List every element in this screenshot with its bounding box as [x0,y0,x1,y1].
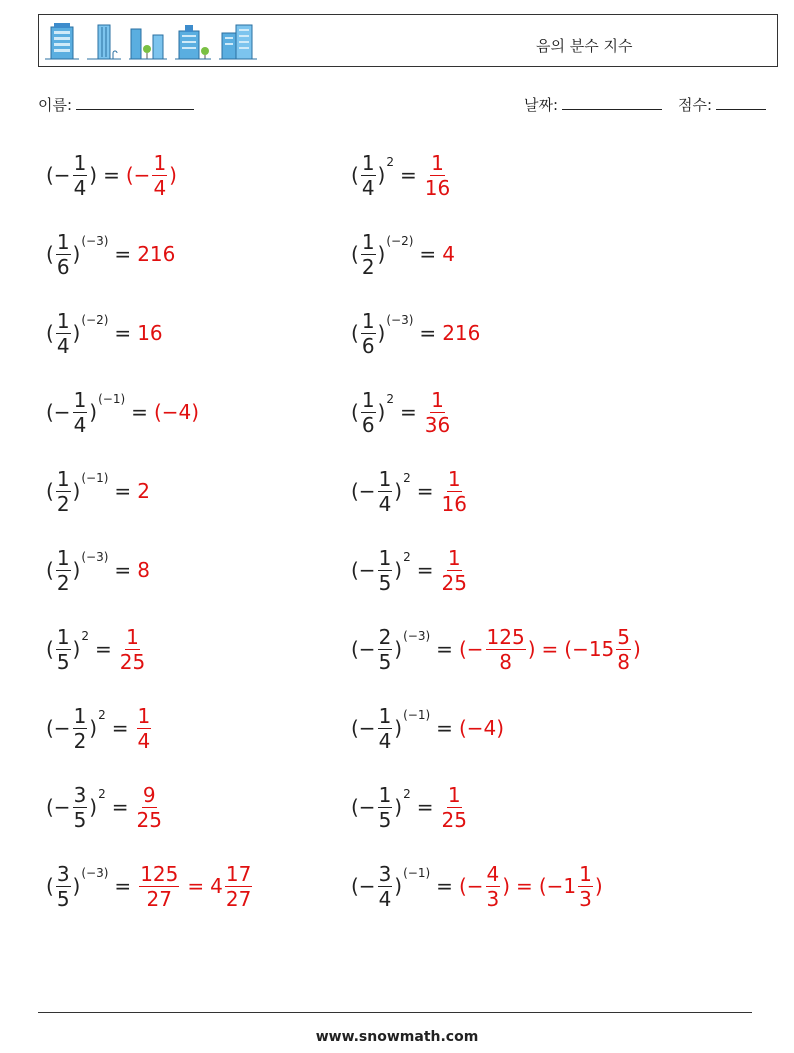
name-blank[interactable] [76,95,194,110]
numerator: 4 [486,861,500,886]
denominator: 5 [378,570,392,595]
fraction [152,150,167,200]
equals-sign: = [436,874,453,898]
close-paren: ) [394,795,403,819]
numerator: 1 [378,782,392,807]
numerator: 1 [126,624,139,649]
denominator: 6 [56,254,70,279]
denominator: 8 [617,649,631,674]
fraction [378,624,393,674]
close-paren: ) [633,637,641,661]
equals-sign: = [416,795,434,819]
date-blank[interactable] [562,95,662,110]
close-paren: ) [72,479,81,503]
denominator: 4 [378,728,392,753]
open-paren: (− [351,479,376,503]
fraction [378,861,393,911]
denominator: 25 [441,807,467,832]
footer-divider [38,1012,752,1013]
denominator: 16 [424,175,451,200]
denominator: 36 [424,412,451,437]
name-field [38,94,194,115]
fraction [486,624,526,674]
open-paren: (− [46,400,71,424]
close-paren: ) [72,242,81,266]
problem [351,309,480,357]
numerator: 1 [361,387,375,412]
numerator: 1 [361,229,375,254]
close-paren: ) [72,558,81,582]
close-paren: ) [89,716,98,740]
date-field [524,94,662,115]
open-paren: (− [46,795,71,819]
numerator: 125 [486,624,525,649]
numerator: 1 [56,624,70,649]
answer-value: 16 [137,321,163,345]
problem [351,151,452,199]
denominator: 4 [73,175,87,200]
numerator: 1 [431,150,444,175]
score-label: 점수: [678,96,713,114]
denominator: 25 [136,807,162,832]
denominator: 4 [153,175,167,200]
denominator: 4 [73,412,87,437]
numerator: 1 [447,466,461,491]
answer [440,466,469,516]
denominator: 3 [486,886,500,911]
numerator: 1 [378,545,392,570]
denominator: 5 [378,807,392,832]
equals-sign: = [541,637,559,661]
fraction [139,861,179,911]
denominator: 6 [361,333,375,358]
denominator: 5 [56,886,70,911]
numerator: 3 [378,861,392,886]
denominator: 4 [361,175,375,200]
close-paren: ) [72,637,81,661]
building-logos [45,21,257,61]
answer [137,861,254,911]
open-paren: (− [351,795,376,819]
exponent: (−1) [98,392,126,406]
building-icon [45,21,79,61]
exponent: 2 [403,787,411,801]
equals-sign: = [114,558,132,582]
fraction [361,229,376,279]
open-paren: (− [564,637,589,661]
open-paren: ( [46,479,54,503]
exponent: 2 [386,155,394,169]
answer [458,624,641,674]
score-blank[interactable] [716,95,766,110]
fraction [378,466,393,516]
open-paren: ( [46,637,54,661]
equals-sign: = [114,321,132,345]
problem [46,546,150,594]
numerator: 1 [56,308,70,333]
exponent: (−2) [81,313,109,327]
answer [442,321,480,345]
fraction [225,861,252,911]
problem [46,625,147,673]
denominator: 5 [56,649,70,674]
whole-part: 15 [588,637,615,661]
fraction [56,229,71,279]
exponent: (−2) [386,234,414,248]
fraction [378,703,393,753]
close-paren: ) [394,874,403,898]
denominator: 16 [441,491,467,516]
numerator: 1 [447,545,461,570]
exponent: 2 [403,550,411,564]
city-tree-icon [129,21,167,61]
answer [137,479,150,503]
open-paren: (− [125,163,151,187]
numerator: 1 [153,150,167,175]
answer-value: 4 [442,242,455,266]
problem [351,625,641,673]
denominator: 5 [73,807,87,832]
answer-value: 2 [137,479,150,503]
fraction [441,545,467,595]
numerator: 125 [140,861,179,886]
open-paren: (− [46,716,71,740]
problem [46,388,199,436]
open-paren: (− [458,874,484,898]
denominator: 25 [441,570,467,595]
equals-sign: = [95,637,112,661]
open-paren: (− [351,716,376,740]
numerator: 1 [378,466,392,491]
close-paren: ) [89,400,98,424]
equals-sign: = [400,400,417,424]
denominator: 27 [146,886,172,911]
fraction [56,861,71,911]
numerator: 1 [56,229,70,254]
answer [135,703,154,753]
exponent: (−3) [403,629,431,643]
problem [46,783,164,831]
numerator: 2 [378,624,392,649]
denominator: 2 [73,728,87,753]
open-paren: (− [458,637,484,661]
fraction [361,308,376,358]
fraction [361,387,376,437]
equals-sign: = [436,716,453,740]
problem [46,862,254,910]
exponent: 2 [403,471,411,485]
numerator: 9 [142,782,156,807]
answer [423,150,452,200]
date-label: 날짜: [524,96,559,114]
answer-value: 216 [442,321,481,345]
denominator: 27 [225,886,252,911]
fraction [486,861,501,911]
denominator: 2 [56,491,70,516]
equals-sign: = [114,242,132,266]
skyline-icon [219,21,257,61]
equals-sign: = [419,242,437,266]
open-paren: ( [46,321,54,345]
answer [137,242,175,266]
fraction [441,782,467,832]
open-paren: ( [351,163,359,187]
equals-sign: = [103,163,120,187]
close-paren: ) [377,400,386,424]
numerator: 3 [73,782,87,807]
denominator: 2 [361,254,375,279]
fraction [424,150,451,200]
answer-value: 216 [137,242,176,266]
office-building-icon [175,21,211,61]
denominator: 4 [137,728,151,753]
fraction [616,624,631,674]
open-paren: ( [46,242,54,266]
exponent: (−3) [81,866,109,880]
close-paren: ) [394,716,403,740]
answer-value: 8 [137,558,150,582]
open-paren: (− [538,874,564,898]
numerator: 1 [137,703,151,728]
close-paren: ) [89,163,98,187]
close-paren: ) [89,795,98,819]
close-paren: ) [377,242,386,266]
whole-part: 1 [563,874,577,898]
answer-value: (−4) [153,400,200,424]
numerator: 1 [378,703,392,728]
answer [442,242,455,266]
numerator: 1 [447,782,461,807]
denominator: 8 [499,649,512,674]
problem [351,704,504,752]
fraction [56,308,71,358]
worksheet-header [38,14,778,67]
numerator: 3 [56,861,70,886]
denominator: 4 [56,333,70,358]
fraction [137,703,152,753]
equals-sign: = [400,163,417,187]
answer [458,861,603,911]
answer [135,782,164,832]
exponent: 2 [81,629,89,643]
fraction [424,387,451,437]
whole-part: 4 [210,874,223,898]
problem [46,467,150,515]
close-paren: ) [72,874,81,898]
fraction [56,545,71,595]
fraction [578,861,593,911]
numerator: 1 [73,703,87,728]
close-paren: ) [394,637,403,661]
close-paren: ) [594,874,603,898]
close-paren: ) [72,321,81,345]
numerator: 17 [225,861,252,886]
open-paren: ( [351,321,359,345]
equals-sign: = [111,795,129,819]
exponent: 2 [98,787,106,801]
exponent: (−3) [386,313,414,327]
fraction [361,150,376,200]
worksheet-title: 음의 분수 지수 [536,37,633,55]
exponent: 2 [386,392,394,406]
fraction [378,545,393,595]
score-field [678,94,766,115]
exponent: (−1) [403,866,431,880]
open-paren: (− [351,558,376,582]
close-paren: ) [502,874,511,898]
close-paren: ) [377,321,386,345]
denominator: 25 [119,649,146,674]
equals-sign: = [416,558,434,582]
numerator: 1 [361,308,375,333]
open-paren: ( [46,558,54,582]
close-paren: ) [394,479,403,503]
fraction [441,466,467,516]
fraction [73,703,88,753]
numerator: 1 [56,545,70,570]
answer [137,558,150,582]
problem [46,704,153,752]
open-paren: ( [351,400,359,424]
answer [154,400,199,424]
equals-sign: = [436,637,453,661]
problem [46,230,175,278]
fraction [378,782,393,832]
denominator: 5 [378,649,392,674]
numerator: 5 [617,624,631,649]
equals-sign: = [131,400,148,424]
equals-sign: = [516,874,533,898]
open-paren: ( [351,242,359,266]
numerator: 1 [361,150,375,175]
numerator: 1 [56,466,70,491]
numerator: 1 [431,387,444,412]
tower-icon [87,21,121,61]
close-paren: ) [527,637,536,661]
answer [423,387,452,437]
equals-sign: = [419,321,437,345]
numerator: 1 [73,387,87,412]
answer [440,545,469,595]
problem [351,862,603,910]
fraction [136,782,162,832]
answer [137,321,162,345]
denominator: 3 [579,886,592,911]
equals-sign: = [416,479,434,503]
answer [440,782,469,832]
equals-sign: = [114,479,132,503]
fraction [73,387,88,437]
name-label: 이름: [38,96,73,114]
fraction [73,150,88,200]
open-paren: (− [46,163,71,187]
open-paren: (− [351,637,376,661]
problem [351,546,469,594]
fraction [56,466,71,516]
denominator: 6 [361,412,375,437]
equals-sign: = [187,874,205,898]
open-paren: (− [351,874,376,898]
answer [125,150,177,200]
equals-sign: = [114,874,132,898]
answer-value: (−4) [458,716,505,740]
open-paren: ( [46,874,54,898]
answer [459,716,504,740]
exponent: (−3) [81,234,109,248]
problem [46,309,163,357]
numerator: 1 [579,861,592,886]
exponent: (−1) [81,471,109,485]
close-paren: ) [377,163,386,187]
denominator: 2 [56,570,70,595]
numerator: 1 [73,150,87,175]
problem [351,230,455,278]
close-paren: ) [169,163,177,187]
exponent: (−3) [81,550,109,564]
fraction [73,782,88,832]
equals-sign: = [111,716,129,740]
problem [351,467,469,515]
problem [351,388,452,436]
fraction [119,624,146,674]
exponent: (−1) [403,708,431,722]
exponent: 2 [98,708,106,722]
fraction [56,624,71,674]
denominator: 4 [378,491,392,516]
answer [118,624,147,674]
problem [351,783,469,831]
denominator: 4 [378,886,392,911]
problem [46,151,177,199]
close-paren: ) [394,558,403,582]
footer-url: www.snowmath.com [315,1029,479,1045]
